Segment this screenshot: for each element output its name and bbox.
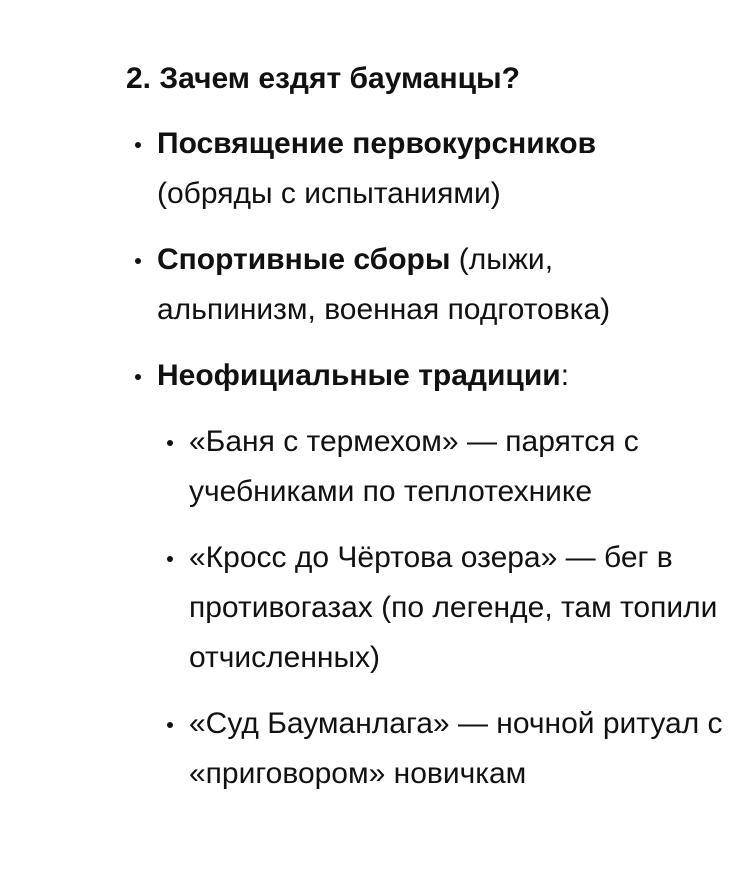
list-item-description: : bbox=[560, 359, 570, 392]
list-item-description: (обряды с испытаниями) bbox=[157, 177, 501, 210]
bullet-icon bbox=[135, 374, 141, 380]
sublist-item-text: «Кросс до Чёртова озера» — бег в противогазах (по легенде, там топили отчисленных) bbox=[189, 541, 718, 674]
sublist-item-text: «Баня с термехом» — парятся с учебниками по теплотехнике bbox=[189, 425, 639, 508]
list-item-text bbox=[157, 127, 596, 210]
list-item-initiation bbox=[157, 119, 717, 219]
bullet-icon bbox=[167, 722, 173, 728]
list-item-bold-label: Посвящение первокурсников bbox=[157, 127, 597, 160]
list-item-sports-camps bbox=[157, 235, 717, 335]
sublist-item-banya bbox=[189, 417, 729, 517]
list-item-bold-label: Неофициальные традиции bbox=[157, 359, 561, 392]
list-item-description: (лыжи, альпинизм, военная подготовка) bbox=[157, 243, 611, 326]
sublist-item-text: «Суд Бауманлага» — ночной ритуал с «приговором» новичкам bbox=[189, 707, 723, 790]
sublist-item-court bbox=[189, 699, 729, 799]
list-item-text bbox=[157, 359, 569, 392]
section-heading: 2. Зачем ездят бауманцы? bbox=[126, 61, 520, 95]
bullet-icon bbox=[167, 440, 173, 446]
list-item-text bbox=[157, 243, 610, 326]
list-item-unofficial-traditions bbox=[157, 351, 717, 401]
bullet-icon bbox=[135, 258, 141, 264]
sublist-item-cross bbox=[189, 533, 729, 683]
list-item-bold-label: Спортивные сборы bbox=[157, 243, 451, 276]
bullet-icon bbox=[167, 556, 173, 562]
bullet-icon bbox=[135, 142, 141, 148]
